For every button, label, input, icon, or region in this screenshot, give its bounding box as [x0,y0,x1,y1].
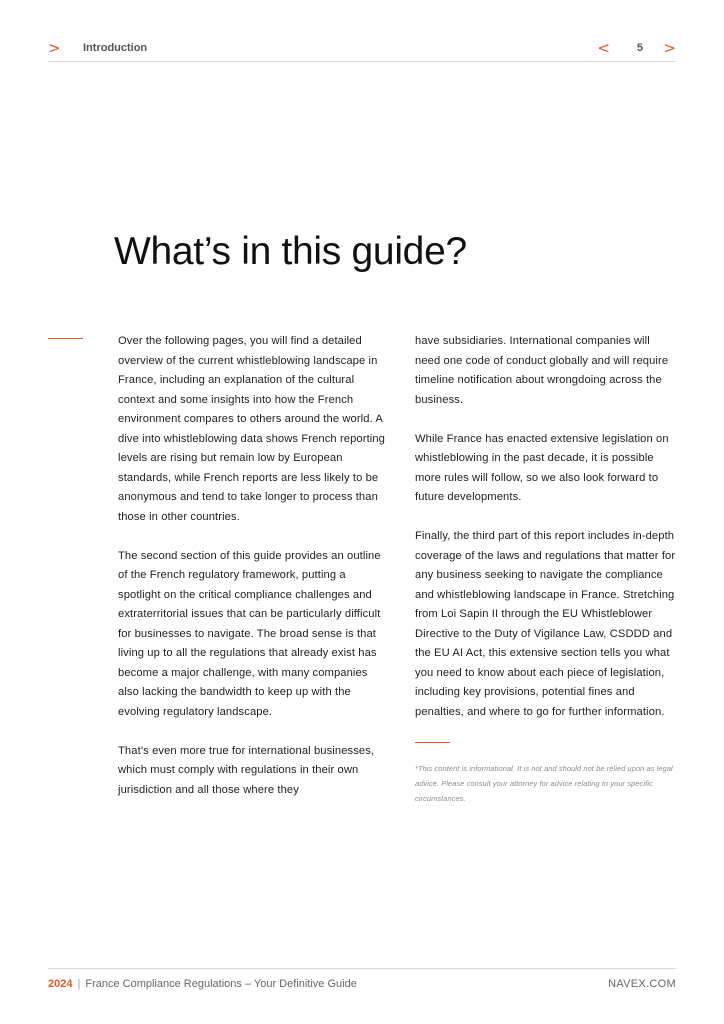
page-number: 5 [636,42,643,54]
disclaimer-text: *This content is informational. It is not and should not be relied upon as legal advice. Please consult your attorney for advice relating to your specific circumstances. [415,763,673,803]
previous-page-icon[interactable]: < [597,39,610,57]
footer-website-link[interactable]: NAVEX.COM [608,978,676,990]
chevron-right-icon[interactable]: > [48,39,61,57]
footer-year: 2024 [48,978,73,990]
footer-separator: | [77,978,81,990]
paragraph: While France has enacted extensive legislation on whistleblowing in the past decade, it is possible more rules will follow, so we also look forward to future developments. [415,432,669,503]
page-footer [48,968,676,990]
paragraph: have subsidiaries. International companies will need one code of conduct globally and will require timeline notification about wrongdoing across the business. [415,335,669,406]
accent-divider [48,338,83,339]
section-title: Introduction [83,42,148,54]
left-column [118,332,388,820]
next-page-icon[interactable]: > [663,39,676,57]
paragraph: That’s even more true for international businesses, which must comply with regulations in their own jurisdiction and all those where they [118,744,375,796]
right-column [415,332,677,806]
paragraph: Finally, the third part of this report includes in-depth coverage of the laws and regulations that matter for any business seeking to navigate the compliance and whistleblowing landscape in France. Stretching from Loi Sapin II through the EU Whistleblower Directive to the Duty of Vigilance Law, CSDDD and the EU AI Act, this extensive section tells you what you need to know about each piece of legislation, including key provisions, potential fines and penalties, and where to go for further information. [415,530,676,718]
page-header [48,38,676,62]
paragraph: The second section of this guide provides an outline of the French regulatory framework, putting a spotlight on the critical compliance challenges and extraterritorial issues that can be particularly difficult for businesses to navigate. The broad sense is that living up to all the regulations that already exist has become a major challenge, with many companies also lacking the bandwidth to keep up with the evolving regulatory landscape. [118,549,381,718]
paragraph: Over the following pages, you will find a detailed overview of the current whistleblowing landscape in France, including an explanation of the cultural context and some insights into how the French environment compares to others around the world. A dive into whistleblowing data shows French reporting levels are rising but remain low by European standards, while French reports are less likely to be anonymous and tend to take longer to process than those in other countries. [118,335,386,523]
page-title: What’s in this guide? [114,230,467,273]
footer-title: France Compliance Regulations – Your Definitive Guide [85,978,357,990]
disclaimer-divider [415,742,450,743]
